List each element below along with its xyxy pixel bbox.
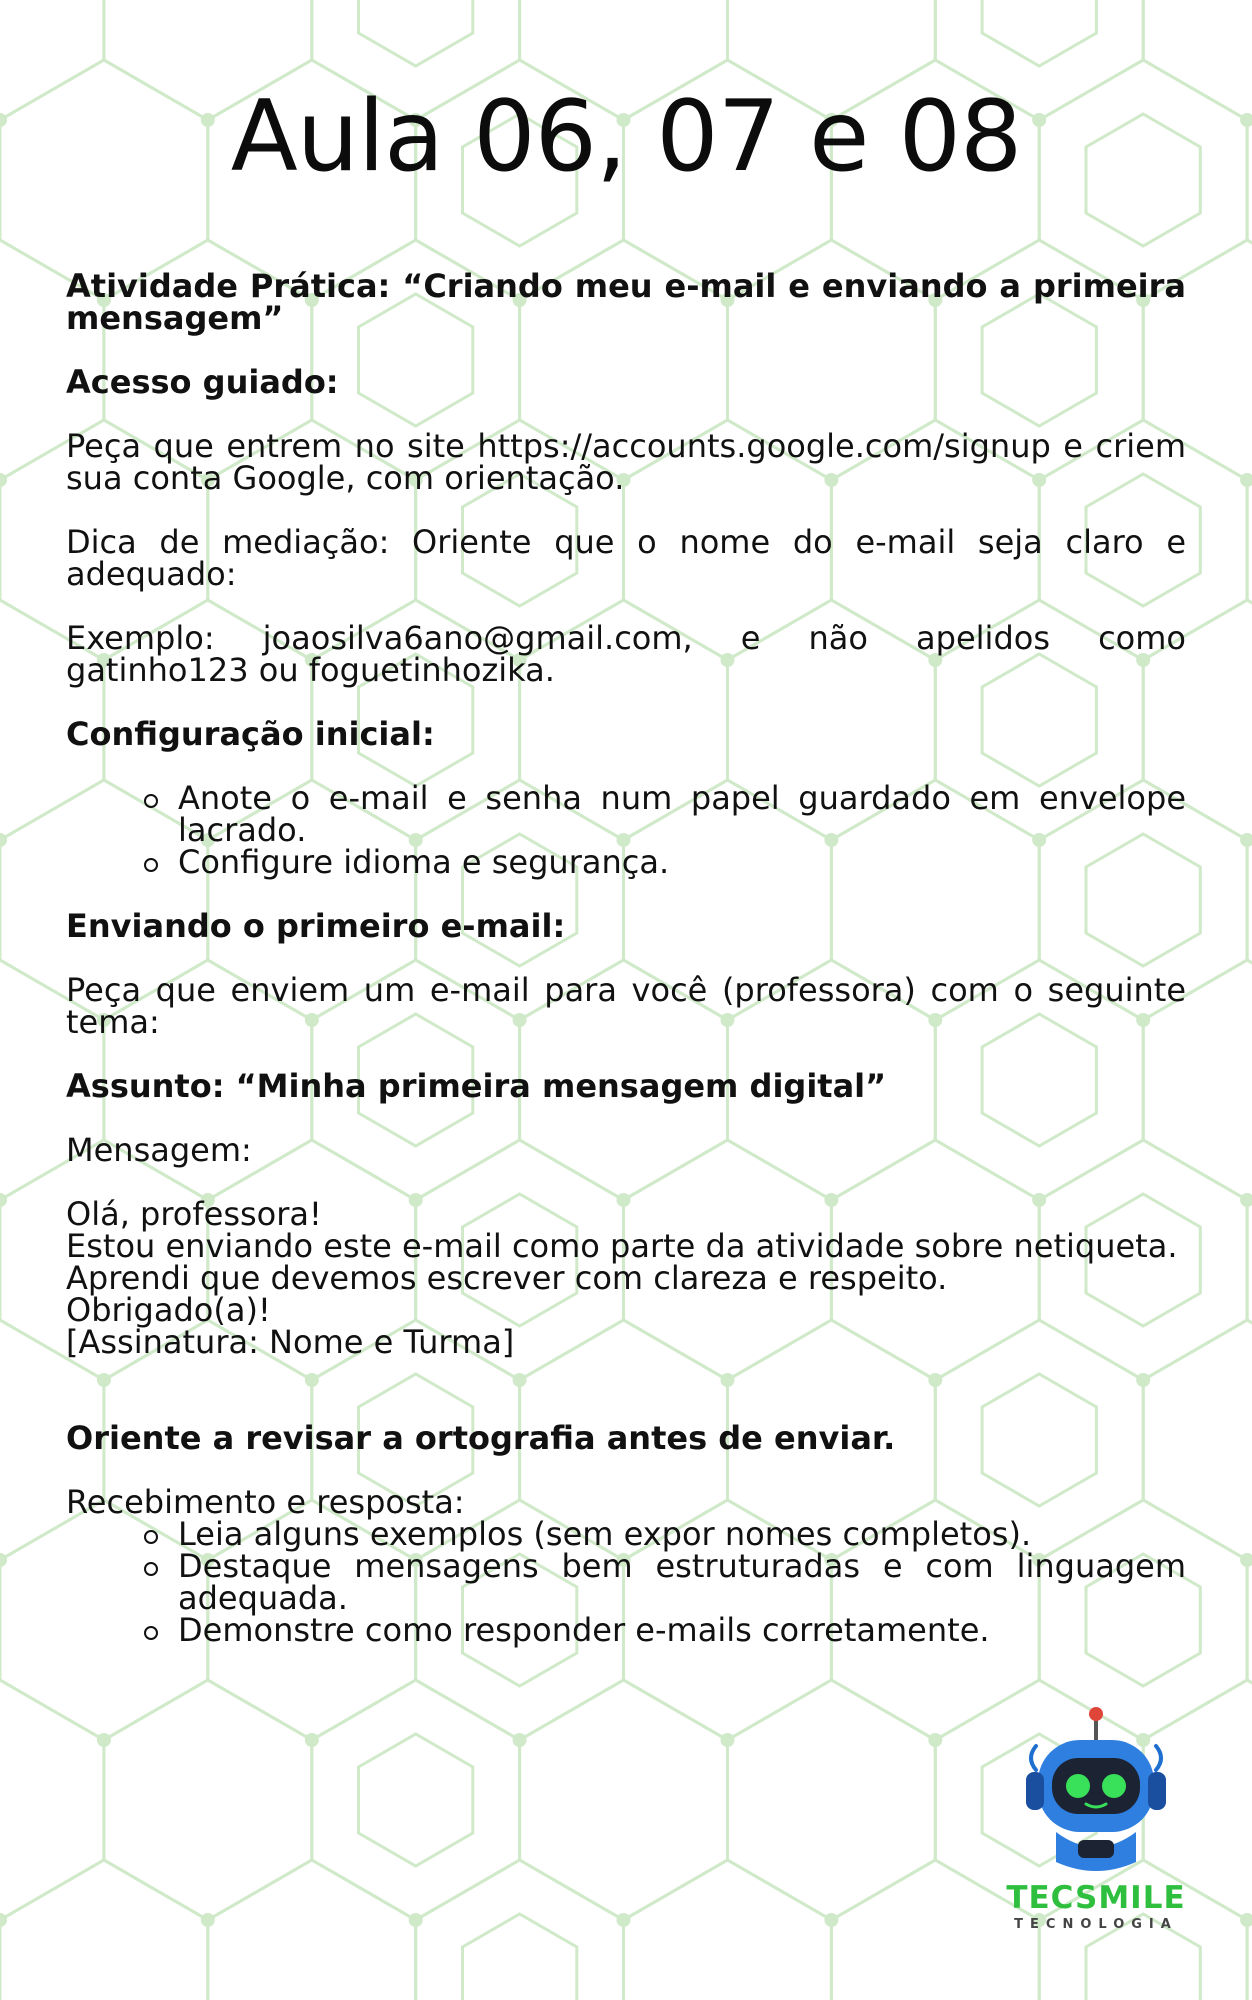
list-item: Anote o e-mail e senha num papel guardado em envelope lacrado.: [178, 779, 1186, 849]
initial-setup-list: [66, 779, 1186, 881]
page-title: Aula 06, 07 e 08: [230, 80, 1022, 194]
message-line: Estou enviando este e-mail como parte da atividade sobre netiqueta.: [66, 1227, 1178, 1265]
message-signature: [Assinatura: Nome e Turma]: [66, 1323, 515, 1361]
message-line: Olá, professora!: [66, 1195, 322, 1233]
message-line: Obrigado(a)!: [66, 1291, 271, 1329]
robot-mascot-icon: [996, 1700, 1196, 1880]
logo-name: TECSMILE: [1006, 1880, 1186, 1916]
mediation-tip: Dica de mediação: Oriente que o nome do e-mail seja claro e adequado:: [66, 523, 1186, 593]
first-email-heading: Enviando o primeiro e-mail:: [66, 907, 566, 945]
document-body: [66, 267, 1186, 1649]
guided-access-heading: Acesso guiado:: [66, 363, 339, 401]
reception-list: [66, 1515, 1186, 1649]
list-item: Leia alguns exemplos (sem expor nomes completos).: [178, 1518, 1186, 1550]
message-line: Aprendi que devemos escrever com clareza e respeito.: [66, 1259, 948, 1297]
guided-access-instruction: Peça que entrem no site https://accounts.google.com/signup e criem sua conta Google, com orientação.: [66, 427, 1186, 497]
logo-tagline: TECNOLOGIA: [1014, 1917, 1178, 1932]
reception-label: Recebimento e resposta:: [66, 1483, 465, 1521]
email-example: Exemplo: joaosilva6ano@gmail.com, e não apelidos como gatinho123 ou foguetinhozika.: [66, 619, 1186, 689]
initial-setup-heading: Configuração inicial:: [66, 715, 435, 753]
message-label: Mensagem:: [66, 1131, 252, 1169]
email-subject: Assunto: “Minha primeira mensagem digital”: [66, 1067, 887, 1105]
first-email-instruction: Peça que enviem um e-mail para você (professora) com o seguinte tema:: [66, 971, 1186, 1041]
list-item: Configure idioma e segurança.: [178, 846, 1186, 878]
tecsmile-logo: [996, 1700, 1196, 1940]
review-note: Oriente a revisar a ortografia antes de enviar.: [66, 1419, 896, 1457]
list-item: Destaque mensagens bem estruturadas e com linguagem adequada.: [178, 1547, 1186, 1617]
list-item: Demonstre como responder e-mails corretamente.: [178, 1614, 1186, 1646]
activity-title: Atividade Prática: “Criando meu e-mail e enviando a primeira mensagem”: [66, 267, 1186, 337]
